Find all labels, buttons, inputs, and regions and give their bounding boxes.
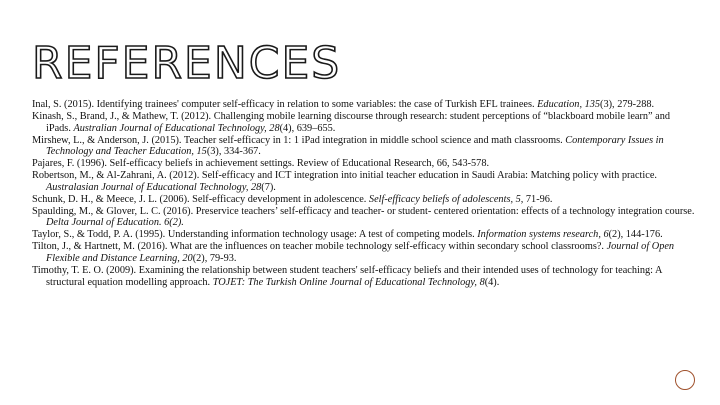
reference-details: (3), 334-367. [206,146,261,158]
reference-text: Robertson, M., & Al-Zahrani, A. (2012). Self-efficacy and ICT integration into initial teacher education in Saudi Arabia: Matching policy with practice. [32,170,657,182]
reference-source: Australasian Journal of Educational Technology, 28 [46,181,262,193]
reference-source: Self-efficacy beliefs of adolescents, 5, [368,193,524,205]
reference-details: (3), 279-288. [600,99,655,110]
reference-source: Education, 135 [537,99,601,110]
reference-text: Taylor, S., & Todd, P. A. (1995). Understanding information technology usage: A test of competing models. [32,229,478,241]
page-title: REFERENCES [32,38,342,89]
reference-text: Mirshew, L., & Anderson, J. (2015). Teacher self-efficacy in 1: 1 iPad integration in middle school science and math classrooms. [32,134,566,146]
reference-details: (4), 639–655. [279,122,336,134]
reference-item [32,170,696,194]
reference-item [32,229,696,241]
reference-item [32,206,696,230]
reference-item [32,135,696,159]
reference-text: Schunk, D. H., & Meece, J. L. (2006). Self-efficacy development in adolescence. [32,193,369,205]
reference-source: Information systems research, 6 [477,229,609,241]
reference-source: Australian Journal of Educational Technology, 28 [73,122,280,134]
reference-details: 71-96. [523,193,553,205]
reference-item [32,158,696,170]
reference-source: Journal of Open Flexible and Distance Learning, 20 [46,241,675,264]
reference-list [32,99,696,289]
reference-text: Pajares, F. (1996). Self-efficacy beliefs in achievement settings. Review of Educational Research, 66, 543-578. [32,158,490,170]
reference-details: (2), 144-176. [608,229,663,241]
reference-text: Tilton, J., & Hartnett, M. (2016). What are the influences on teacher mobile technology self-efficacy within secondary school classrooms?. [32,241,607,253]
reference-item [32,265,696,289]
reference-text: Kinash, S., Brand, J., & Mathew, T. (2012). Challenging mobile learning discourse through research: student perceptions of “blackboard mobile learn” and iPads. [32,110,671,134]
reference-item [32,194,696,206]
page-number-badge [675,370,695,390]
reference-item [32,241,696,265]
reference-text: Inal, S. (2015). Identifying trainees' computer self-efficacy in relation to some variables: the case of Turkish EFL trainees. [32,99,538,110]
reference-text: Spaulding, M., & Glover, L. C. (2016). Preservice teachers’ self-efficacy and teacher- or student- centered orientation: effects of a technology integration course. [32,205,695,217]
reference-source: Delta Journal of Education. 6(2). [46,217,184,229]
reference-details: (4). [484,276,500,288]
reference-details: (7). [261,181,276,193]
reference-item [32,99,696,111]
reference-item [32,111,696,135]
reference-text: Timothy, T. E. O. (2009). Examining the relationship between student teachers' self-efficacy beliefs and their intended uses of technology for teaching: A structural equation modelling approach. [32,264,662,288]
reference-source: TOJET: The Turkish Online Journal of Educational Technology, 8 [212,276,485,288]
reference-details: (2), 79-93. [192,252,237,264]
reference-source: Contemporary Issues in Technology and Teacher Education, 15 [46,134,664,158]
